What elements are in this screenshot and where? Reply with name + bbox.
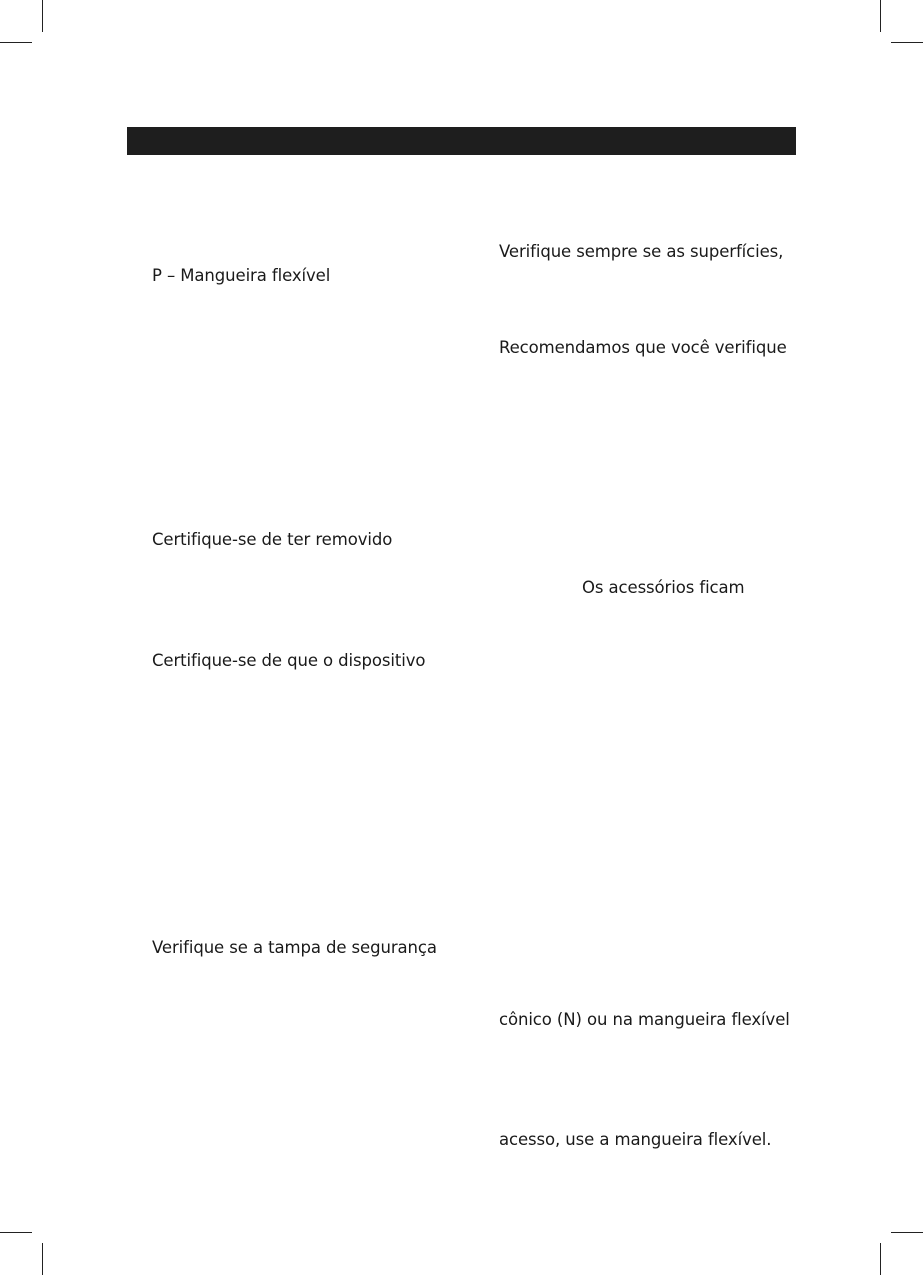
crop-mark-top-right-horizontal (891, 42, 923, 43)
left-text-line-1: P – Mangueira flexível (152, 266, 331, 285)
right-text-line-4: cônico (N) ou na mangueira flexível (499, 1010, 790, 1029)
crop-mark-top-left-vertical (42, 0, 43, 32)
crop-mark-bottom-right-vertical (880, 1243, 881, 1275)
right-text-line-3: Os acessórios ficam (582, 578, 745, 597)
crop-mark-top-right-vertical (880, 0, 881, 32)
left-text-line-3: Certifique-se de que o dispositivo (152, 651, 426, 670)
crop-mark-bottom-left-horizontal (0, 1232, 32, 1233)
header-bar (127, 127, 796, 155)
crop-mark-bottom-right-horizontal (891, 1232, 923, 1233)
left-text-line-2: Certifique-se de ter removido (152, 530, 393, 549)
crop-mark-bottom-left-vertical (42, 1243, 43, 1275)
right-text-line-2: Recomendamos que você verifique (499, 338, 787, 357)
right-text-line-1: Verifique sempre se as superfícies, (499, 242, 784, 261)
right-text-line-5: acesso, use a mangueira flexível. (499, 1130, 772, 1149)
left-text-line-4: Verifique se a tampa de segurança (152, 938, 437, 957)
crop-mark-top-left-horizontal (0, 42, 32, 43)
